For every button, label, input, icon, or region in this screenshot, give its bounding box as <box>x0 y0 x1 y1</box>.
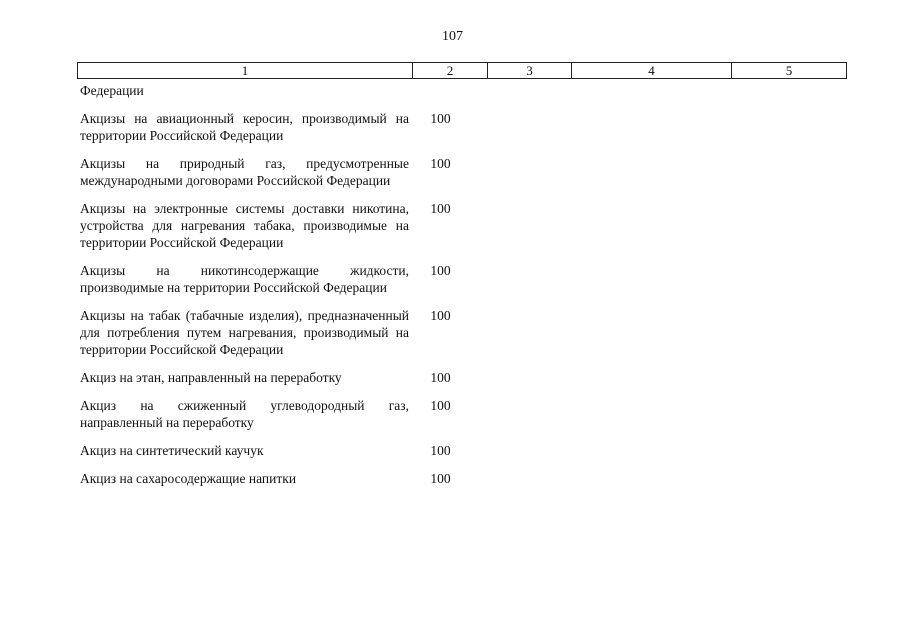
page-number: 107 <box>442 29 463 44</box>
row-description: Акциз на сжиженный углеводородный газ, направленный на переработку <box>80 398 409 430</box>
column-header-3: 3 <box>488 63 572 79</box>
row-value: 100 <box>430 263 451 278</box>
column-header-4: 4 <box>572 63 732 79</box>
table-row <box>80 110 480 144</box>
row-value: 100 <box>430 111 451 126</box>
row-description: Акцизы на электронные системы доставки никотина, устройства для нагревания табака, производимые на территории Российской Федерации <box>80 201 409 250</box>
row-description: Акцизы на авиационный керосин, производимый на территории Российской Федерации <box>80 111 409 143</box>
excise-table-body <box>80 82 480 498</box>
table-row <box>80 307 480 358</box>
row-value: 100 <box>430 398 451 413</box>
row-description: Акциз на этан, направленный на переработку <box>80 370 342 385</box>
table-row <box>80 369 480 386</box>
row-value: 100 <box>430 443 451 458</box>
row-value: 100 <box>430 471 451 486</box>
row-value: 100 <box>430 370 451 385</box>
column-header-2: 2 <box>413 63 488 79</box>
row-description: Акцизы на природный газ, предусмотренные международными договорами Российской Федерации <box>80 156 409 188</box>
table-row <box>80 397 480 431</box>
table-row <box>80 442 480 459</box>
row-description: Акциз на сахаросодержащие напитки <box>80 471 297 486</box>
column-number-header <box>77 62 847 79</box>
row-value: 100 <box>430 156 451 171</box>
table-row <box>80 155 480 189</box>
row-value: 100 <box>430 201 451 216</box>
table-row <box>80 470 480 487</box>
column-header-5: 5 <box>732 63 847 79</box>
table-row <box>80 200 480 251</box>
row-description: Акцизы на никотинсодержащие жидкости, производимые на территории Российской Федерации <box>80 263 409 295</box>
row-description: Акцизы на табак (табачные изделия), предназначенный для потребления путем нагревания, производимый на территории Российской Федерации <box>80 308 409 357</box>
continuation-text: Федерации <box>80 83 144 98</box>
table-row <box>80 262 480 296</box>
row-value: 100 <box>430 308 451 323</box>
row-description: Акциз на синтетический каучук <box>80 443 264 458</box>
column-header-1: 1 <box>78 63 413 79</box>
